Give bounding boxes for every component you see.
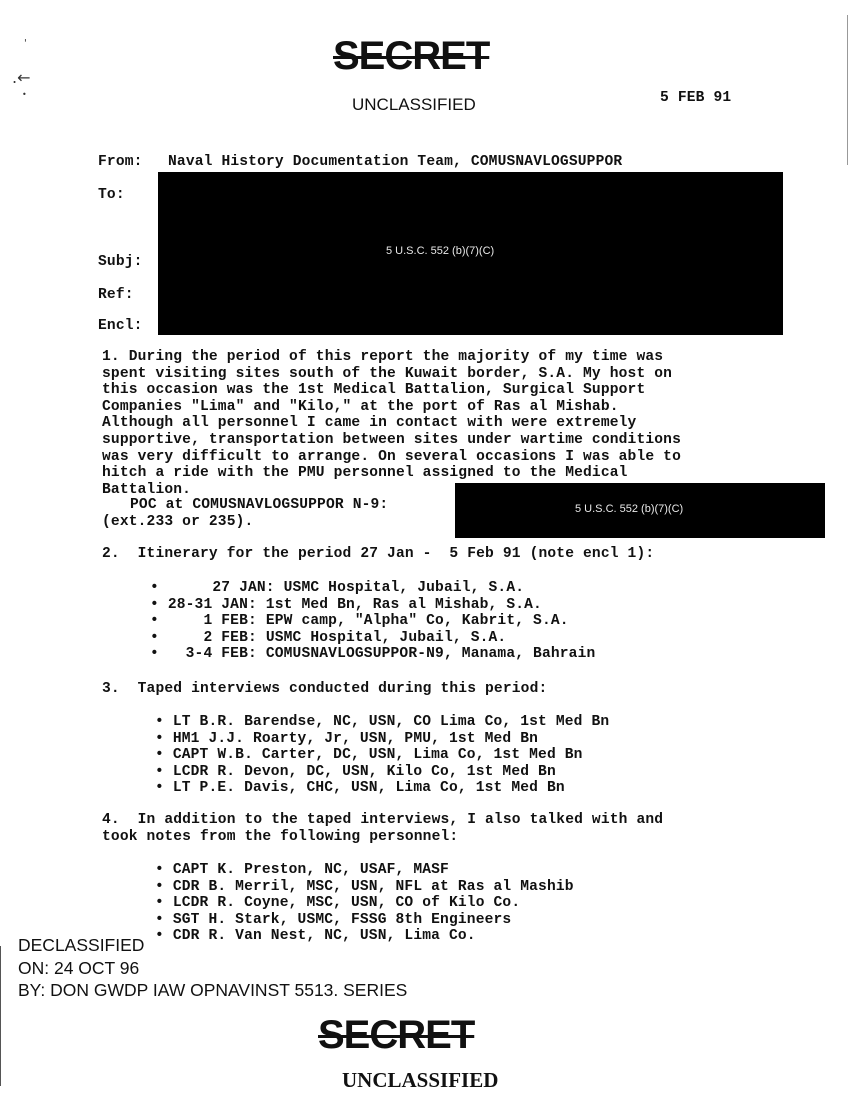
- itinerary-list: [150, 580, 595, 663]
- paragraph-1-line: Companies "Lima" and "Kilo," at the port of Ras al Mishab.: [102, 398, 619, 415]
- personnel-list: [155, 862, 574, 945]
- personnel-item: • CDR R. Van Nest, NC, USN, Lima Co.: [155, 928, 476, 945]
- ref-label: Ref:: [98, 287, 134, 303]
- itinerary-item: • 3-4 FEB: COMUSNAVLOGSUPPOR-N9, Manama, Bahrain: [150, 646, 596, 663]
- paragraph-1-line: Battalion.: [102, 481, 192, 498]
- itinerary-item: • 28-31 JAN: 1st Med Bn, Ras al Mishab, S.A.: [150, 596, 542, 613]
- declassification-stamp: [18, 934, 407, 1002]
- paragraph-1-line: was very difficult to arrange. On several occasions I was able to: [102, 448, 681, 465]
- itinerary-heading: 2. Itinerary for the period 27 Jan - 5 Feb 91 (note encl 1):: [102, 546, 655, 562]
- margin-speck: ': [24, 38, 27, 49]
- para4-line-1: 4. In addition to the taped interviews, I also talked with and: [102, 812, 664, 828]
- left-margin-line: [0, 946, 1, 1086]
- subj-label: Subj:: [98, 254, 143, 270]
- redaction-block-header: [158, 172, 783, 335]
- redaction-label: 5 U.S.C. 552 (b)(7)(C): [386, 245, 495, 257]
- paragraph-1-line: 1. During the period of this report the majority of my time was: [102, 349, 664, 365]
- margin-speck: .←: [12, 68, 31, 87]
- redaction-block-poc: [455, 483, 825, 538]
- interview-item: • LT P.E. Davis, CHC, USN, Lima Co, 1st Med Bn: [155, 780, 565, 797]
- declassified-on-line: ON: 24 OCT 96: [18, 957, 140, 978]
- paragraph-1-line: spent visiting sites south of the Kuwait border, S.A. My host on: [102, 365, 673, 382]
- classification-stamp-bottom: SECRET: [318, 1013, 475, 1057]
- redaction-label: 5 U.S.C. 552 (b)(7)(C): [575, 503, 684, 515]
- interview-item: • HM1 J.J. Roarty, Jr, USN, PMU, 1st Med Bn: [155, 730, 539, 747]
- declassified-by-line: BY: DON GWDP IAW OPNAVINST 5513. SERIES: [18, 980, 408, 1000]
- encl-label: Encl:: [98, 318, 143, 334]
- memo-date: 5 FEB 91: [660, 90, 732, 106]
- interview-item: • LCDR R. Devon, DC, USN, Kilo Co, 1st Med Bn: [155, 763, 556, 780]
- poc-line: POC at COMUSNAVLOGSUPPOR N-9:: [130, 497, 389, 513]
- paragraph-1: [102, 349, 681, 498]
- itinerary-item: • 2 FEB: USMC Hospital, Jubail, S.A.: [150, 629, 507, 646]
- interviews-list: [155, 714, 609, 797]
- personnel-item: • CDR B. Merril, MSC, USN, NFL at Ras al Mashib: [155, 878, 574, 895]
- itinerary-item: • 27 JAN: USMC Hospital, Jubail, S.A.: [150, 580, 525, 596]
- paragraph-1-line: Although all personnel I came in contact with were extremely: [102, 415, 637, 432]
- para4-line-2: took notes from the following personnel:: [102, 829, 459, 845]
- declassified-line: DECLASSIFIED: [18, 935, 145, 955]
- personnel-item: • SGT H. Stark, USMC, FSSG 8th Engineers: [155, 911, 512, 928]
- from-value: Naval History Documentation Team, COMUSNAVLOGSUPPOR: [168, 154, 623, 170]
- from-label: From:: [98, 154, 143, 170]
- margin-speck: •: [22, 90, 27, 99]
- ext-line: (ext.233 or 235).: [102, 514, 254, 530]
- paragraph-1-line: supportive, transportation between sites under wartime conditions: [102, 431, 681, 448]
- paragraph-1-line: hitch a ride with the PMU personnel assigned to the Medical: [102, 465, 628, 482]
- classification-stamp-top: SECRET: [333, 34, 490, 78]
- itinerary-item: • 1 FEB: EPW camp, "Alpha" Co, Kabrit, S.A.: [150, 613, 569, 630]
- interviews-heading: 3. Taped interviews conducted during this period:: [102, 681, 548, 697]
- personnel-item: • LCDR R. Coyne, MSC, USN, CO of Kilo Co.: [155, 895, 521, 912]
- unclassified-stamp-bottom: UNCLASSIFIED: [342, 1068, 499, 1092]
- interview-item: • CAPT W.B. Carter, DC, USN, Lima Co, 1st Med Bn: [155, 747, 583, 764]
- right-margin-line: [847, 15, 848, 165]
- personnel-item: • CAPT K. Preston, NC, USAF, MASF: [155, 862, 449, 878]
- interview-item: • LT B.R. Barendse, NC, USN, CO Lima Co, 1st Med Bn: [155, 714, 610, 730]
- to-label: To:: [98, 187, 125, 203]
- paragraph-1-line: this occasion was the 1st Medical Battalion, Surgical Support: [102, 382, 646, 399]
- unclassified-stamp-top: UNCLASSIFIED: [352, 95, 476, 114]
